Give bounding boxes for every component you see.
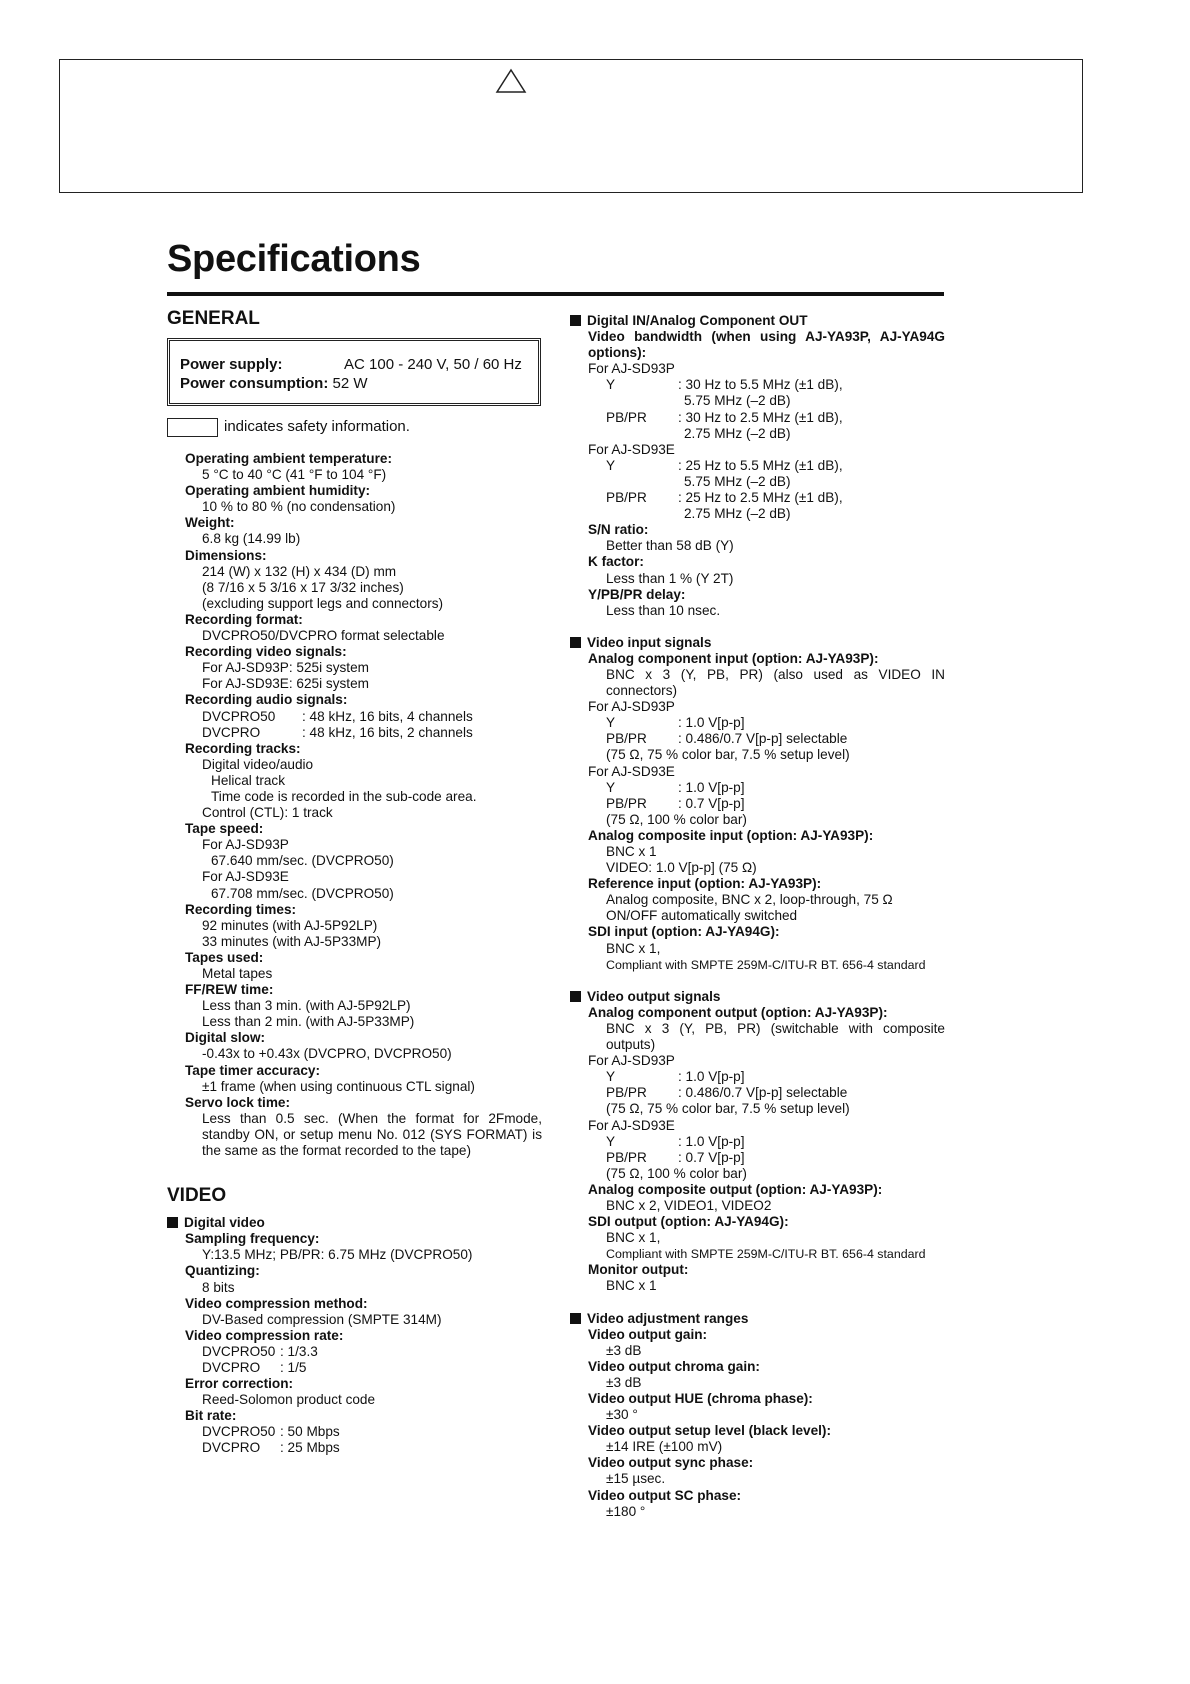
spec-value: : 48 kHz, 16 bits, 4 channels — [302, 708, 473, 724]
spec-value: ±30 ° — [606, 1407, 638, 1423]
spec-label: Weight: — [185, 515, 235, 531]
spec-value: Less than 2 min. (with AJ-5P33MP) — [202, 1014, 415, 1030]
spec-key: PB/PR — [606, 490, 647, 506]
spec-value: : 25 Hz to 5.5 MHz (±1 dB), — [678, 457, 843, 473]
spec-value: 6.8 kg (14.99 lb) — [202, 531, 301, 547]
video-adjustment-specs — [570, 1327, 945, 1520]
safety-symbol-icon — [167, 418, 218, 437]
spec-value: Less than 10 nsec. — [606, 602, 721, 618]
spec-value: For AJ-SD93P: 525i system — [202, 660, 369, 676]
spec-value-row — [588, 377, 945, 393]
safety-warning-box — [59, 59, 1083, 193]
spec-label: Analog component input (option: AJ-YA93P): — [588, 650, 879, 666]
spacer — [570, 1295, 945, 1311]
spec-value: Better than 58 dB (Y) — [606, 538, 734, 554]
safety-note: indicates safety information. — [224, 418, 410, 436]
power-consumption-value: 52 W — [332, 375, 368, 392]
spec-value: BNC x 1, — [606, 1230, 661, 1246]
spec-value: BNC x 2, VIDEO1, VIDEO2 — [606, 1197, 772, 1213]
spec-value: : 0.486/0.7 V[p-p] selectable — [678, 731, 848, 747]
spec-value: Metal tapes — [202, 966, 273, 981]
spec-key: Y — [606, 715, 616, 731]
spec-value: : 0.486/0.7 V[p-p] selectable — [678, 1085, 848, 1101]
spec-model: For AJ-SD93P — [588, 699, 675, 715]
spec-value-row — [185, 1424, 542, 1440]
spec-value-row — [588, 731, 945, 747]
section-label: Video output signals — [587, 988, 721, 1004]
video-adjustment-heading — [570, 1311, 945, 1327]
spec-label: Video output sync phase: — [588, 1455, 754, 1471]
spec-value-row — [588, 796, 945, 812]
spec-value: 2.75 MHz (–2 dB) — [684, 425, 791, 441]
spec-key: DVCPRO50 — [202, 1424, 276, 1440]
digital-in-heading — [570, 313, 945, 329]
spec-value-row — [588, 458, 945, 474]
video-heading: VIDEO — [167, 1185, 227, 1207]
page-title: Specifications — [167, 238, 421, 280]
spec-value: BNC x 3 (Y, PB, PR) (also used as VIDEO IN connectors) — [606, 666, 945, 699]
spec-value: VIDEO: 1.0 V[p-p] (75 Ω) — [606, 860, 757, 876]
spec-value: BNC x 3 (Y, PB, PR) (switchable with composite outputs) — [606, 1020, 945, 1053]
spec-label: Recording times: — [185, 901, 297, 917]
spec-key: DVCPRO — [202, 724, 261, 740]
spec-value: Reed-Solomon product code — [202, 1392, 376, 1408]
power-box — [167, 338, 541, 406]
spec-value-row — [185, 1360, 542, 1376]
spec-value-row — [185, 1344, 542, 1360]
spec-label: Recording audio signals: — [185, 692, 348, 708]
spec-value: (75 Ω, 100 % color bar) — [606, 811, 747, 827]
video-output-heading — [570, 989, 945, 1005]
spec-label: Tape timer accuracy: — [185, 1062, 320, 1078]
spec-label: Video output chroma gain: — [588, 1358, 760, 1374]
spec-value: 2.75 MHz (–2 dB) — [684, 506, 791, 522]
spec-label: Analog composite input (option: AJ-YA93P): — [588, 827, 874, 843]
spec-value: : 1.0 V[p-p] — [678, 1069, 745, 1085]
spec-label: Tapes used: — [185, 949, 264, 965]
spec-label: Monitor output: — [588, 1262, 689, 1278]
spec-value-row — [588, 780, 945, 796]
spec-value-row — [588, 1150, 945, 1166]
digital-video-label: Digital video — [184, 1215, 265, 1231]
spec-value: (75 Ω, 75 % color bar, 7.5 % setup level) — [606, 1101, 850, 1117]
spec-value: Less than 0.5 sec. (When the format for 2Fmode, standby ON, or setup menu No. 012 (SYS FORMAT) is the same as the format recorded to the tape) — [202, 1110, 542, 1159]
left-column — [167, 308, 542, 1457]
spec-value: 5.75 MHz (–2 dB) — [684, 393, 791, 409]
spec-value: DV-Based compression (SMPTE 314M) — [202, 1311, 442, 1327]
spec-label: Recording tracks: — [185, 740, 301, 756]
spec-value: BNC x 1 — [606, 844, 657, 859]
bullet-square-icon — [570, 1313, 581, 1324]
spec-key: DVCPRO50 — [202, 1343, 276, 1359]
section-label: Video adjustment ranges — [587, 1310, 749, 1326]
spec-value: : 0.7 V[p-p] — [678, 795, 745, 811]
spec-label: Video bandwidth (when using AJ-YA93P, AJ-YA94G options): — [588, 329, 945, 361]
spec-label: Reference input (option: AJ-YA93P): — [588, 876, 822, 892]
spec-key: PB/PR — [606, 1085, 647, 1101]
spec-value: : 48 kHz, 16 bits, 2 channels — [302, 724, 473, 740]
spec-value: (8 7/16 x 5 3/16 x 17 3/32 inches) — [202, 579, 404, 595]
spec-value: (excluding support legs and connectors) — [202, 595, 444, 611]
spec-value: Less than 3 min. (with AJ-5P92LP) — [202, 998, 411, 1014]
power-supply-row — [180, 355, 528, 374]
spec-key: DVCPRO — [202, 1440, 261, 1456]
spec-value: : 0.7 V[p-p] — [678, 1149, 745, 1165]
spec-model: For AJ-SD93E — [588, 763, 675, 779]
general-heading: GENERAL — [167, 308, 260, 329]
spec-value: 67.708 mm/sec. (DVCPRO50) — [211, 885, 394, 901]
spec-value: Analog composite, BNC x 2, loop-through, 75 Ω — [606, 892, 893, 908]
spec-value: 92 minutes (with AJ-5P92LP) — [202, 917, 378, 933]
spec-label: Recording video signals: — [185, 644, 347, 660]
spec-value: 214 (W) x 132 (H) x 434 (D) mm — [202, 563, 397, 579]
power-consumption-row — [180, 374, 528, 393]
spec-value: : 1.0 V[p-p] — [678, 1133, 745, 1149]
video-input-heading — [570, 635, 945, 651]
spec-model: For AJ-SD93E — [588, 441, 675, 457]
spec-value: Control (CTL): 1 track — [202, 805, 333, 821]
spec-label: Video compression method: — [185, 1295, 368, 1311]
spec-value-row — [588, 1069, 945, 1085]
spec-value: 8 bits — [202, 1279, 235, 1295]
spec-label: Dimensions: — [185, 547, 267, 563]
spec-model: For AJ-SD93P — [588, 361, 675, 377]
spec-label: SDI output (option: AJ-YA94G): — [588, 1214, 789, 1230]
spec-value: For AJ-SD93E: 625i system — [202, 676, 369, 692]
spec-label: Digital slow: — [185, 1030, 266, 1046]
spec-value: ±15 µsec. — [606, 1471, 666, 1487]
spec-label: Operating ambient humidity: — [185, 483, 371, 499]
spec-label: Analog composite output (option: AJ-YA93P): — [588, 1181, 883, 1197]
spec-key: PB/PR — [606, 409, 647, 425]
spec-value: ±180 ° — [606, 1503, 646, 1519]
title-rule — [167, 292, 944, 296]
spec-value: : 30 Hz to 5.5 MHz (±1 dB), — [678, 377, 843, 393]
general-specs — [167, 451, 542, 1159]
spec-value-row — [185, 725, 542, 741]
spec-model: For AJ-SD93E — [588, 1117, 675, 1133]
spec-value: (75 Ω, 75 % color bar, 7.5 % setup level) — [606, 747, 850, 763]
digital-video-heading — [167, 1215, 542, 1231]
power-consumption-label: Power consumption: — [180, 375, 329, 392]
spec-value: Compliant with SMPTE 259M-C/ITU-R BT. 656-4 standard — [606, 957, 926, 972]
spec-value: : 25 Mbps — [280, 1440, 340, 1456]
bullet-square-icon — [167, 1217, 178, 1228]
spec-value: Helical track — [211, 772, 286, 788]
spec-label: Analog component output (option: AJ-YA93P): — [588, 1004, 888, 1020]
spec-value: : 1/3.3 — [280, 1343, 318, 1359]
digital-in-specs — [570, 329, 945, 619]
spec-label: Sampling frequency: — [185, 1231, 320, 1247]
spec-value-row — [588, 1085, 945, 1101]
spec-label: SDI input (option: AJ-YA94G): — [588, 924, 780, 940]
spec-key: Y — [606, 377, 616, 393]
spec-label: Video output setup level (black level): — [588, 1423, 831, 1439]
spec-label: Tape speed: — [185, 821, 264, 837]
section-label: Digital IN/Analog Component OUT — [587, 313, 808, 328]
spec-key: DVCPRO — [202, 1359, 261, 1375]
spec-key: Y — [606, 779, 616, 795]
spec-value: ±1 frame (when using continuous CTL signal) — [202, 1078, 475, 1094]
spacer — [570, 973, 945, 989]
spec-value: ON/OFF automatically switched — [606, 908, 798, 924]
spec-value: : 1/5 — [280, 1359, 307, 1375]
spec-value: : 25 Hz to 2.5 MHz (±1 dB), — [678, 490, 843, 506]
spec-value: : 1.0 V[p-p] — [678, 715, 745, 731]
spec-value: 10 % to 80 % (no condensation) — [202, 499, 396, 515]
spec-key: PB/PR — [606, 731, 647, 747]
spec-value: DVCPRO50/DVCPRO format selectable — [202, 628, 445, 644]
spec-label: Video output HUE (chroma phase): — [588, 1391, 813, 1406]
spec-value-row — [588, 715, 945, 731]
spec-value: : 50 Mbps — [280, 1424, 340, 1440]
warning-triangle-icon — [495, 68, 527, 94]
video-output-specs — [570, 1005, 945, 1295]
spec-value: -0.43x to +0.43x (DVCPRO, DVCPRO50) — [202, 1046, 452, 1062]
spec-label: Video output SC phase: — [588, 1487, 742, 1503]
spec-label: Error correction: — [185, 1376, 294, 1392]
spec-value: : 1.0 V[p-p] — [678, 779, 745, 795]
spec-value: ±14 IRE (±100 mV) — [606, 1439, 723, 1455]
bullet-square-icon — [570, 315, 581, 326]
section-label: Video input signals — [587, 634, 712, 650]
spec-label: Recording format: — [185, 611, 303, 627]
spec-value-row — [185, 709, 542, 725]
spec-label: Operating ambient temperature: — [185, 451, 392, 466]
spec-value: Digital video/audio — [202, 756, 314, 772]
spec-value: For AJ-SD93P — [202, 837, 289, 853]
spec-key: Y — [606, 1069, 616, 1085]
bullet-square-icon — [570, 637, 581, 648]
safety-legend — [167, 418, 542, 437]
spec-value: ±3 dB — [606, 1374, 642, 1390]
spec-value: BNC x 1, — [606, 940, 661, 956]
spec-value: : 30 Hz to 2.5 MHz (±1 dB), — [678, 409, 843, 425]
spec-value-row — [588, 1134, 945, 1150]
spec-value: Time code is recorded in the sub-code area. — [211, 788, 477, 804]
spec-value: 67.640 mm/sec. (DVCPRO50) — [211, 853, 394, 869]
bullet-square-icon — [570, 991, 581, 1002]
spec-value: Compliant with SMPTE 259M-C/ITU-R BT. 656-4 standard — [606, 1247, 926, 1262]
right-column — [570, 313, 945, 1520]
spec-label: Video compression rate: — [185, 1327, 344, 1343]
spec-label: Bit rate: — [185, 1408, 237, 1424]
spec-label: Video output gain: — [588, 1326, 708, 1342]
power-supply-value: AC 100 - 240 V, 50 / 60 Hz — [344, 356, 522, 373]
spec-value: 33 minutes (with AJ-5P33MP) — [202, 933, 382, 949]
spec-key: PB/PR — [606, 795, 647, 811]
video-input-specs — [570, 651, 945, 973]
spec-label: Quantizing: — [185, 1263, 260, 1279]
spec-value: ±3 dB — [606, 1342, 642, 1358]
spec-model: For AJ-SD93P — [588, 1053, 675, 1069]
spec-value: 5.75 MHz (–2 dB) — [684, 473, 791, 489]
power-supply-label: Power supply: — [180, 356, 283, 373]
video-specs — [167, 1231, 542, 1456]
spec-value: For AJ-SD93E — [202, 869, 289, 885]
spec-label: K factor: — [588, 554, 644, 570]
spec-label: S/N ratio: — [588, 522, 649, 538]
spec-key: DVCPRO50 — [202, 708, 276, 724]
spec-key: Y — [606, 1133, 616, 1149]
spec-value-row — [185, 1440, 542, 1456]
spec-key: Y — [606, 457, 616, 473]
spec-value-row — [588, 410, 945, 426]
spec-label: FF/REW time: — [185, 982, 274, 998]
spec-label: Servo lock time: — [185, 1094, 291, 1110]
spec-key: PB/PR — [606, 1149, 647, 1165]
spec-value: Y:13.5 MHz; PB/PR: 6.75 MHz (DVCPRO50) — [202, 1247, 473, 1263]
spec-value: 5 °C to 40 °C (41 °F to 104 °F) — [202, 467, 387, 483]
spec-value: BNC x 1 — [606, 1278, 657, 1294]
spec-value: (75 Ω, 100 % color bar) — [606, 1165, 747, 1181]
spec-value: Less than 1 % (Y 2T) — [606, 570, 734, 586]
spacer — [570, 619, 945, 635]
spec-label: Y/PB/PR delay: — [588, 586, 686, 602]
spec-value-row — [588, 490, 945, 506]
